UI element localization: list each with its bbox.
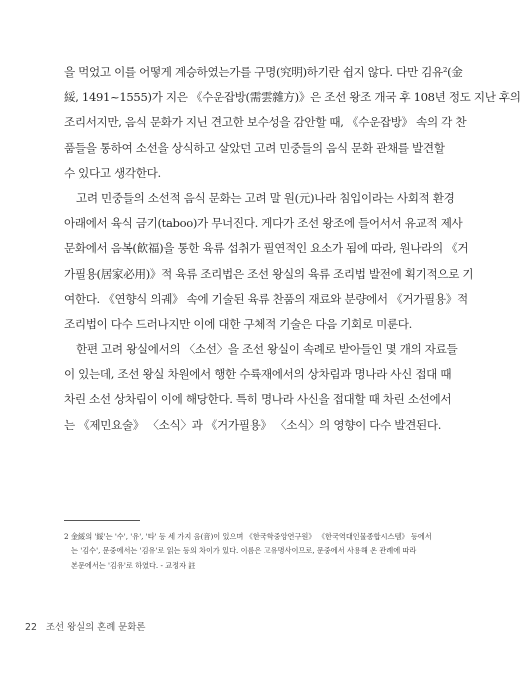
body-line: 는 《제민요술》 〈소식〉과 《거가필용》 〈소식〉의 영향이 다수 발견된다. (64, 417, 442, 432)
body-line: 을 먹었고 이를 어떻게 계승하였는가를 구명(究明)하기란 쉽지 않다. 다만 김유²(金 (64, 65, 463, 79)
body-line: 조리법이 다수 드러나지만 이에 대한 구체적 기술은 다음 기회로 미룬다. (64, 316, 412, 331)
body-line: 綏, 1491~1555)가 지은 《수운잡방(需雲雜方)》은 조선 왕조 개국 후 108년 정도 지난 후의 (64, 90, 521, 105)
body-line: 이 있는데, 조선 왕실 차원에서 행한 수륙재에서의 상차림과 명나라 사신 접대 때 (64, 367, 452, 382)
body-line: 아래에서 육식 금기(taboo)가 무너진다. 게다가 조선 왕조에 들어서서 유교적 제사 (64, 216, 463, 231)
page-number: 22 (25, 622, 37, 633)
body-line: 여한다. 《연향식 의궤》 속에 기술된 육류 찬품의 재료와 분량에서 《거가필용》적 (64, 291, 468, 306)
footnote-line: 본문에서는 '김유'로 하였다. - 교정자 註 (71, 560, 196, 570)
body-line: 가필용(居家必用)》적 육류 조리법은 조선 왕실의 육류 조리법 발전에 획기적으로 기 (64, 266, 474, 281)
footnotes (64, 530, 445, 573)
body-line: 수 있다고 생각한다. (64, 165, 161, 180)
body-line: 한편 고려 왕실에서의 〈소선〉을 조선 왕실이 속례로 받아들인 몇 개의 자료들 (76, 342, 458, 357)
body-line: 품들을 통하여 소선을 상식하고 살았던 고려 민중들의 음식 문화 관채를 발견할 (64, 140, 445, 155)
footnote-line: 는 '김수', 문중에서는 '김유'로 읽는 등의 차이가 있다. 이름은 고유명사이므로, 문중에서 사용해 온 관례에 따라 (71, 546, 417, 556)
book-title: 조선 왕실의 혼례 문화론 (45, 622, 146, 633)
body-line: 고려 민중들의 소선적 음식 문화는 고려 말 원(元)나라 침입이라는 사회적 환경 (76, 190, 455, 205)
body-line: 조리서지만, 음식 문화가 지닌 견고한 보수성을 감안할 때, 《수운잡방》 속의 각 찬 (64, 115, 467, 130)
body-text (64, 60, 521, 438)
footnote-line: 2 金綏의 '綏'는 '수', '유', '타' 등 세 가지 음(音)이 있으며 《한국학중앙연구원》 《한국역대인물종합시스템》 등에서 (64, 532, 432, 541)
body-line: 차린 소선 상차림이 이에 해당한다. 특히 명나라 사신을 접대할 때 차린 소선에서 (64, 392, 452, 407)
running-footer (25, 619, 145, 633)
footnote-divider (64, 520, 140, 521)
body-line: 문화에서 음복(飮福)을 통한 육류 섭취가 필연적인 요소가 됨에 따라, 원나라의 《거 (64, 241, 469, 256)
